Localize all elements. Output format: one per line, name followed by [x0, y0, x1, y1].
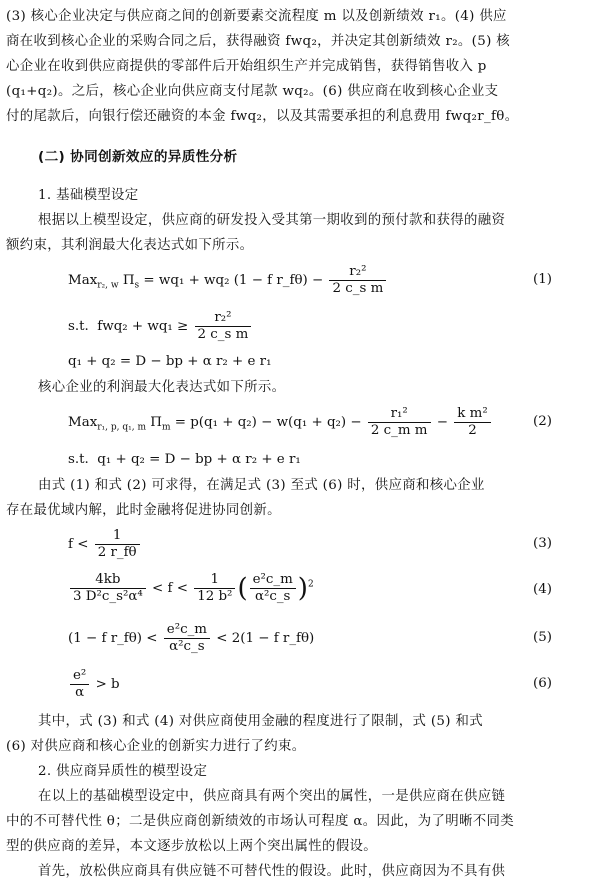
- right-paren: ): [297, 573, 308, 604]
- max-subscript: r₂, w: [97, 280, 119, 291]
- fraction: $\frac{\text{e²c\_m}}{\text{α²c\_s}}$: [164, 622, 210, 655]
- equation-body: f <: [68, 537, 89, 552]
- paragraph-line: 型的供应商的差异，本文逐步放松以上两个突出属性的假设。: [6, 839, 377, 854]
- paragraph-line: (6) 对供应商和核心企业的创新实力进行了约束。: [6, 739, 306, 754]
- equation-number: (1): [533, 272, 552, 287]
- equation-number: (2): [533, 414, 552, 429]
- paragraph-line: 核心企业的利润最大化表达式如下所示。: [38, 380, 286, 395]
- exponent: 2: [307, 579, 314, 590]
- equation-4: [68, 572, 314, 605]
- equation-body: < 2(1 − f r_fθ): [216, 631, 315, 646]
- fraction: $\frac{4kb}{\text{3 D²c\_s²α⁴}}$: [70, 572, 146, 605]
- fraction: $\frac{\text{e²c\_m}}{\text{α²c\_s}}$: [250, 572, 296, 605]
- equation-number: (5): [533, 630, 552, 645]
- equation-body: > b: [95, 677, 120, 692]
- equation-2: [68, 406, 493, 439]
- equation-1: [68, 264, 388, 297]
- fraction: $\frac{\text{e²}}{\alpha}$: [70, 668, 89, 701]
- fraction: $\frac{\text{r₂²}}{\text{2 c\_s m}}$: [329, 264, 386, 297]
- section-heading: (二) 协同创新效应的异质性分析: [38, 149, 238, 165]
- equation-body: = wq₁ + wq₂ (1 − f r_fθ) −: [139, 273, 324, 288]
- constraint-2: q₁ + q₂ = D − bp + α r₂ + e r₁: [68, 354, 272, 369]
- equation-body: = p(q₁ + q₂) − w(q₁ + q₂) −: [170, 415, 362, 430]
- paragraph-line: (q₁+q₂)。之后，核心企业向供应商支付尾款 wq₂。(6) 供应商在收到核心企业支: [6, 84, 499, 99]
- paragraph-line: 根据以上模型设定，供应商的研发投入受其第一期收到的预付款和获得的融资: [38, 213, 506, 228]
- constraint-1: [68, 310, 253, 343]
- equation-number: (4): [533, 582, 552, 597]
- left-paren: (: [237, 573, 248, 604]
- constraint-body: fwq₂ + wq₁ ≥: [97, 319, 189, 334]
- subsection-heading: 1. 基础模型设定: [38, 188, 139, 203]
- paragraph-line: 首先，放松供应商具有供应链不可替代性的假设。此时，供应商因为不具有供: [38, 864, 506, 879]
- pi-subscript: m: [161, 422, 171, 433]
- paragraph-line: 由式 (1) 和式 (2) 可求得，在满足式 (3) 至式 (6) 时，供应商和核心企业: [38, 478, 485, 493]
- paragraph-line: 商在收到核心企业的采购合同之后，获得融资 fwq₂，并决定其创新绩效 r₂。(5) 核: [6, 34, 511, 49]
- paragraph-line: 心企业在收到供应商提供的零部件后开始组织生产并完成销售，获得销售收入 p: [6, 59, 487, 74]
- pi-symbol: Π: [150, 415, 162, 430]
- max-operator: Max: [68, 415, 98, 430]
- paragraph-line: 付的尾款后，向银行偿还融资的本金 fwq₂，以及其需要承担的利息费用 fwq₂r_fθ。: [6, 109, 519, 124]
- pi-subscript: s: [134, 280, 140, 291]
- fraction: $\frac{\text{r₂²}}{\text{2 c\_s m}}$: [195, 310, 252, 343]
- fraction: $\frac{1}{2 r\_f\theta}$: [95, 528, 140, 561]
- subsection-heading: 2. 供应商异质性的模型设定: [38, 764, 208, 779]
- equation-3: [68, 528, 142, 561]
- fraction: $\frac{1}{\text{12 b²}}$: [194, 572, 235, 605]
- constraint-3: [68, 452, 301, 467]
- max-subscript: r₁, p, q₁, m: [97, 422, 146, 433]
- paragraph-line: (3) 核心企业决定与供应商之间的创新要素交流程度 m 以及创新绩效 r₁。(4) 供应: [6, 9, 507, 24]
- paragraph-line: 中的不可替代性 θ；二是供应商创新绩效的市场认可程度 α。因此，为了明晰不同类: [6, 814, 514, 829]
- paragraph-line: 额约束，其利润最大化表达式如下所示。: [6, 238, 254, 253]
- equation-6: [68, 668, 120, 701]
- minus-sign: −: [436, 415, 448, 430]
- max-operator: Max: [68, 273, 98, 288]
- fraction: $\frac{\text{r₁²}}{\text{2 c\_m m}}$: [368, 406, 431, 439]
- subject-to-label: s.t.: [68, 319, 89, 334]
- paragraph-line: 在以上的基础模型设定中，供应商具有两个突出的属性，一是供应商在供应链: [38, 789, 506, 804]
- equation-number: (6): [533, 676, 552, 691]
- fraction: $\frac{\text{k m²}}{2}$: [454, 406, 490, 439]
- paragraph-line: 存在最优域内解，此时金融将促进协同创新。: [6, 503, 281, 518]
- paper-page: [6, 0, 592, 886]
- paragraph-line: 其中，式 (3) 和式 (4) 对供应商使用金融的程度进行了限制，式 (5) 和式: [38, 714, 483, 729]
- constraint-body: q₁ + q₂ = D − bp + α r₂ + e r₁: [97, 452, 301, 467]
- pi-symbol: Π: [122, 273, 135, 288]
- equation-body: (1 − f r_fθ) <: [68, 631, 158, 646]
- equation-5: [68, 622, 314, 655]
- inequality-sign: < f <: [152, 581, 188, 596]
- subject-to-label: s.t.: [68, 452, 89, 467]
- equation-number: (3): [533, 536, 552, 551]
